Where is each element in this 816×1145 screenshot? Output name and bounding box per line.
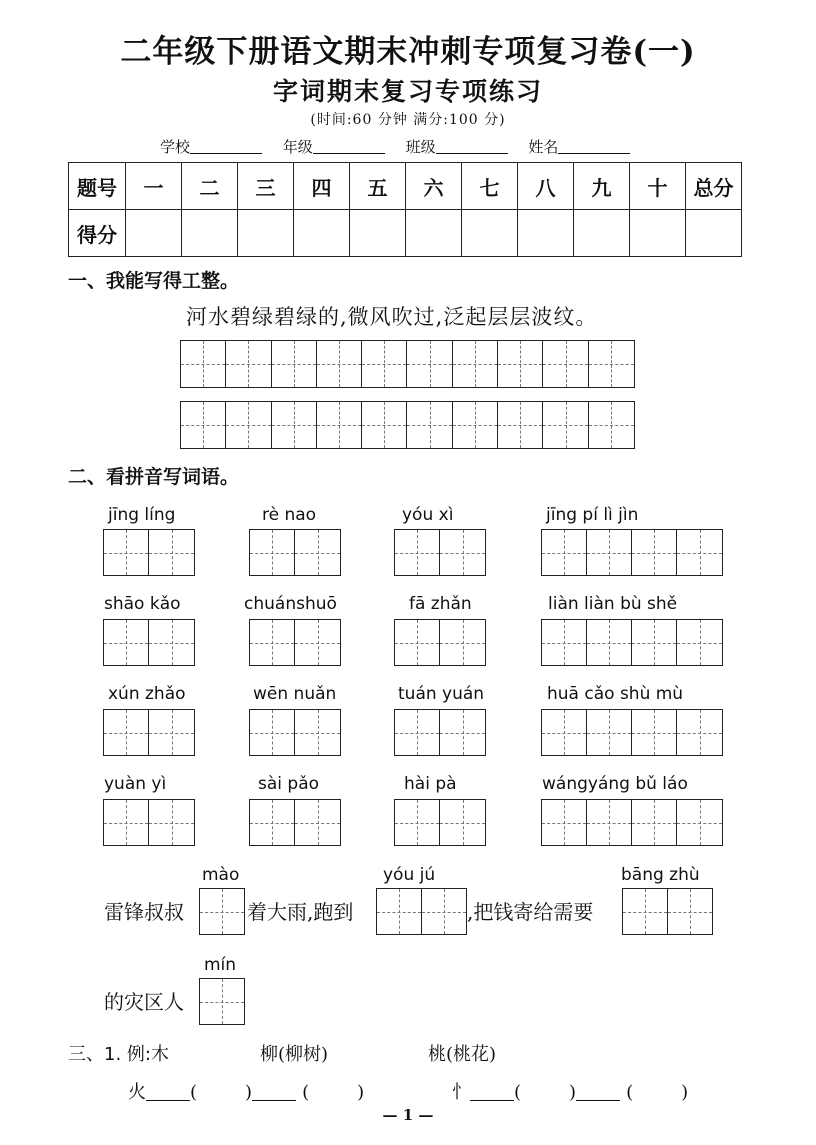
sentence-text: 的灾区人	[104, 990, 184, 1014]
section-3-heading: 三、1. 例:木	[68, 1044, 169, 1065]
score-cell[interactable]	[238, 210, 294, 257]
word-grid[interactable]	[541, 709, 723, 756]
word-grid[interactable]	[394, 619, 486, 666]
word-grid[interactable]	[249, 709, 341, 756]
score-cell[interactable]	[126, 210, 182, 257]
question-number-label: 题号	[69, 163, 126, 210]
score-cell[interactable]	[350, 210, 406, 257]
pinyin-label: chuánshuō	[244, 594, 337, 614]
pinyin-label: hài pà	[404, 774, 457, 794]
page-subtitle: 字词期末复习专项练习	[272, 77, 543, 106]
answer-blank[interactable]	[576, 1084, 620, 1101]
column-header: 九	[574, 163, 630, 210]
score-cell[interactable]	[462, 210, 518, 257]
pinyin-label: shāo kǎo	[104, 594, 181, 614]
score-label: 得分	[69, 210, 126, 257]
example-2: 桃(桃花)	[428, 1044, 497, 1065]
word-grid[interactable]	[249, 619, 341, 666]
word-grid[interactable]	[199, 978, 245, 1025]
answer-blank[interactable]	[470, 1084, 514, 1101]
writing-grid-row-2[interactable]	[180, 401, 635, 449]
section-1-heading: 一、我能写得工整。	[68, 270, 240, 292]
pinyin-label: bāng zhù	[621, 865, 700, 885]
section-2-heading: 二、看拼音写词语。	[68, 466, 240, 488]
pinyin-label: wángyáng bǔ láo	[542, 774, 688, 794]
column-header: 八	[518, 163, 574, 210]
class-field[interactable]: 班级	[406, 136, 508, 157]
student-info	[160, 136, 646, 157]
word-grid[interactable]	[394, 529, 486, 576]
word-grid[interactable]	[376, 888, 467, 935]
word-grid[interactable]	[394, 799, 486, 846]
word-grid[interactable]	[103, 529, 195, 576]
column-header: 三	[238, 163, 294, 210]
word-grid[interactable]	[103, 709, 195, 756]
school-field[interactable]: 学校	[160, 136, 262, 157]
word-grid[interactable]	[541, 529, 723, 576]
word-grid[interactable]	[541, 619, 723, 666]
score-cell[interactable]	[630, 210, 686, 257]
score-cell[interactable]	[518, 210, 574, 257]
score-cell[interactable]	[406, 210, 462, 257]
pinyin-label: mín	[204, 955, 237, 975]
answer-blank[interactable]	[146, 1084, 190, 1101]
example-1: 柳(柳树)	[260, 1044, 329, 1065]
radical-heart: 忄	[452, 1082, 470, 1103]
pinyin-label: fā zhǎn	[409, 594, 472, 614]
grade-field[interactable]: 年级	[283, 136, 385, 157]
pinyin-label: tuán yuán	[398, 684, 485, 704]
pinyin-label: yuàn yì	[104, 774, 167, 794]
pinyin-label: yóu jú	[383, 865, 436, 885]
score-cell[interactable]	[574, 210, 630, 257]
page-title: 二年级下册语文期末冲刺专项复习卷(一)	[120, 34, 696, 70]
column-header: 总分	[686, 163, 742, 210]
word-grid[interactable]	[394, 709, 486, 756]
column-header: 七	[462, 163, 518, 210]
pinyin-label: huā cǎo shù mù	[547, 684, 684, 704]
radical-fire: 火	[128, 1082, 146, 1103]
word-grid[interactable]	[103, 619, 195, 666]
pinyin-label: wēn nuǎn	[253, 684, 337, 704]
pinyin-label: mào	[202, 865, 240, 885]
exercise-row: 火 ( ) ( )	[128, 1082, 365, 1103]
writing-grid-row-1[interactable]	[180, 340, 635, 388]
word-grid[interactable]	[541, 799, 723, 846]
copy-sentence: 河水碧绿碧绿的,微风吹过,泛起层层波纹。	[186, 305, 598, 329]
score-table	[68, 162, 742, 257]
score-cell[interactable]	[182, 210, 238, 257]
column-header: 十	[630, 163, 686, 210]
pinyin-label: liàn liàn bù shě	[548, 594, 678, 614]
page-number: — 1 —	[382, 1106, 434, 1124]
pinyin-label: xún zhǎo	[108, 684, 186, 704]
score-cell[interactable]	[294, 210, 350, 257]
time-info: (时间:60 分钟 满分:100 分)	[310, 112, 506, 128]
sentence-text: 雷锋叔叔	[104, 900, 184, 924]
pinyin-label: jīng pí lì jìn	[546, 505, 639, 525]
column-header: 五	[350, 163, 406, 210]
pinyin-label: sài pǎo	[258, 774, 320, 794]
column-header: 六	[406, 163, 462, 210]
pinyin-label: rè nao	[262, 505, 317, 525]
word-grid[interactable]	[249, 799, 341, 846]
name-field[interactable]: 姓名	[528, 136, 630, 157]
column-header: 二	[182, 163, 238, 210]
column-header: 四	[294, 163, 350, 210]
answer-blank[interactable]	[252, 1084, 296, 1101]
word-grid[interactable]	[199, 888, 245, 935]
column-header: 一	[126, 163, 182, 210]
sentence-text: ,把钱寄给需要	[467, 900, 594, 924]
sentence-text: 着大雨,跑到	[247, 900, 354, 924]
word-grid[interactable]	[249, 529, 341, 576]
word-grid[interactable]	[622, 888, 713, 935]
pinyin-label: jīng líng	[108, 505, 176, 525]
word-grid[interactable]	[103, 799, 195, 846]
pinyin-label: yóu xì	[402, 505, 454, 525]
score-cell[interactable]	[686, 210, 742, 257]
exercise-row: 忄 ( ) ( )	[452, 1082, 689, 1103]
